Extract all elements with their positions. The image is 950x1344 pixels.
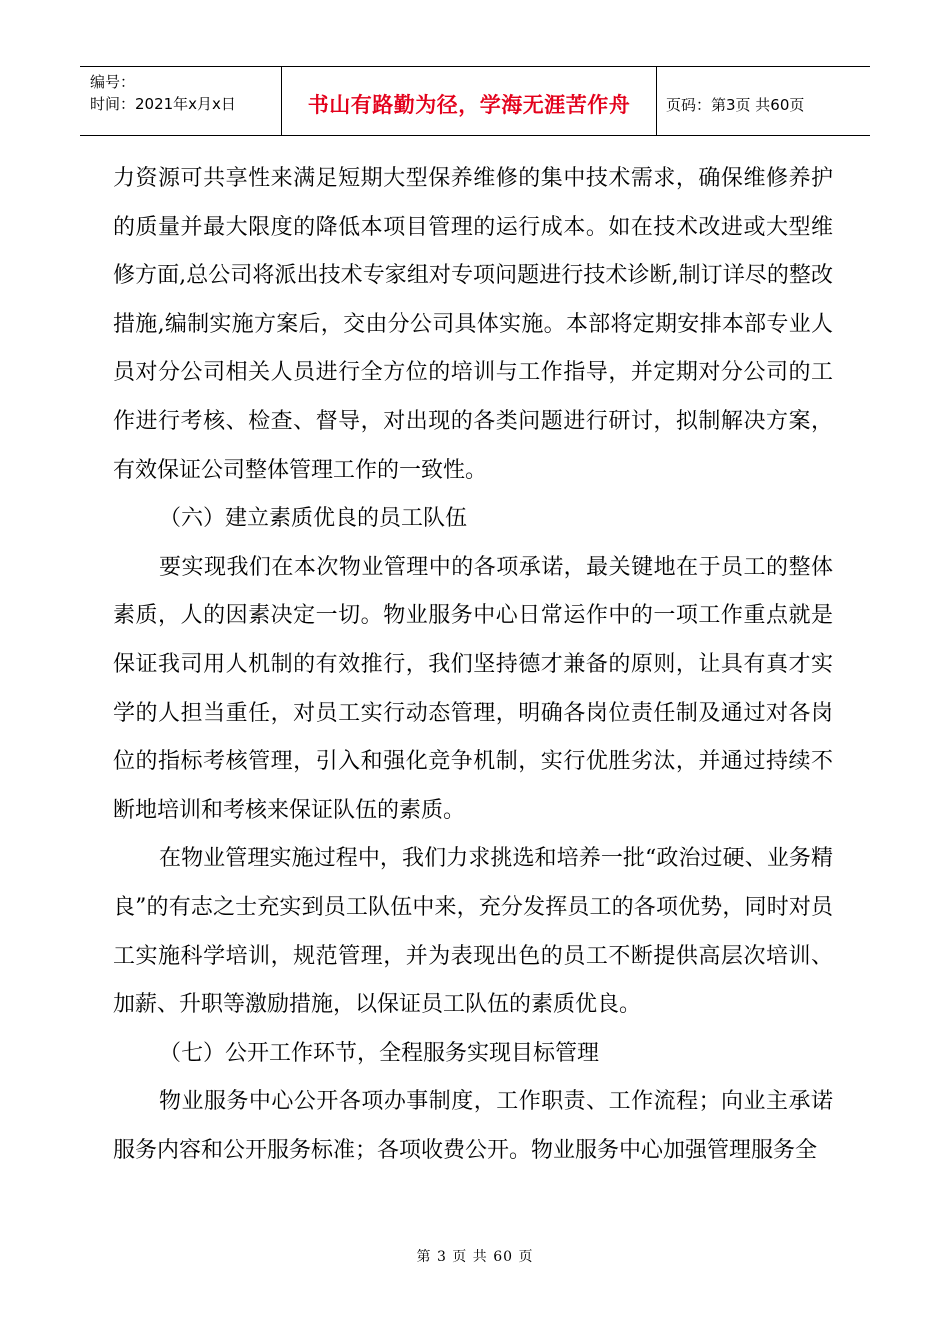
- document-header: [80, 66, 870, 136]
- section-heading: （七）公开工作环节，全程服务实现目标管理: [159, 1040, 600, 1066]
- body-paragraph: 在物业管理实施过程中，我们力求挑选和培养一批“政治过硬、业务精良”的有志之士充实到员工队伍中来，充分发挥员工的各项优势，同时对员工实施科学培训，规范管理，并为表现出色的员工不断提供高层次培训、加薪、升职等激励措施，以保证员工队伍的素质优良。: [113, 846, 833, 1018]
- page-footer: 第 3 页 共 60 页: [416, 1249, 534, 1265]
- header-page-info: 页码：第3页 共60页: [666, 95, 805, 114]
- date-label: 时间：2021年x月x日: [90, 95, 236, 113]
- body-paragraph: 力资源可共享性来满足短期大型保养维修的集中技术需求，确保维修养护的质量并最大限度的降低本项目管理的运行成本。如在技术改进或大型维修方面,总公司将派出技术专家组对专项问题进行技术诊断,制订详尽的整改措施,编制实施方案后，交由分公司具体实施。本部将定期安排本部专业人员对分公司相关人员进行全方位的培训与工作指导，并定期对分公司的工作进行考核、检查、督导，对出现的各类问题进行研讨，拟制解决方案，有效保证公司整体管理工作的一致性。: [113, 166, 833, 483]
- header-motto: 书山有路勤为径，学海无涯苦作舟: [282, 67, 657, 135]
- serial-number-label: 编号：: [90, 73, 136, 91]
- document-body: [113, 155, 833, 1175]
- section-heading: （六）建立素质优良的员工队伍: [159, 506, 468, 532]
- body-paragraph: 要实现我们在本次物业管理中的各项承诺，最关键地在于员工的整体素质，人的因素决定一切。物业服务中心日常运作中的一项工作重点就是保证我司用人机制的有效推行，我们坚持德才兼备的原则，让具有真才实学的人担当重任，对员工实行动态管理，明确各岗位责任制及通过对各岗位的指标考核管理，引入和强化竞争机制，实行优胜劣汰，并通过持续不断地培训和考核来保证队伍的素质。: [113, 554, 833, 823]
- body-paragraph: 物业服务中心公开各项办事制度，工作职责、工作流程；向业主承诺服务内容和公开服务标准；各项收费公开。物业服务中心加强管理服务全: [113, 1089, 833, 1163]
- header-meta: [80, 67, 282, 135]
